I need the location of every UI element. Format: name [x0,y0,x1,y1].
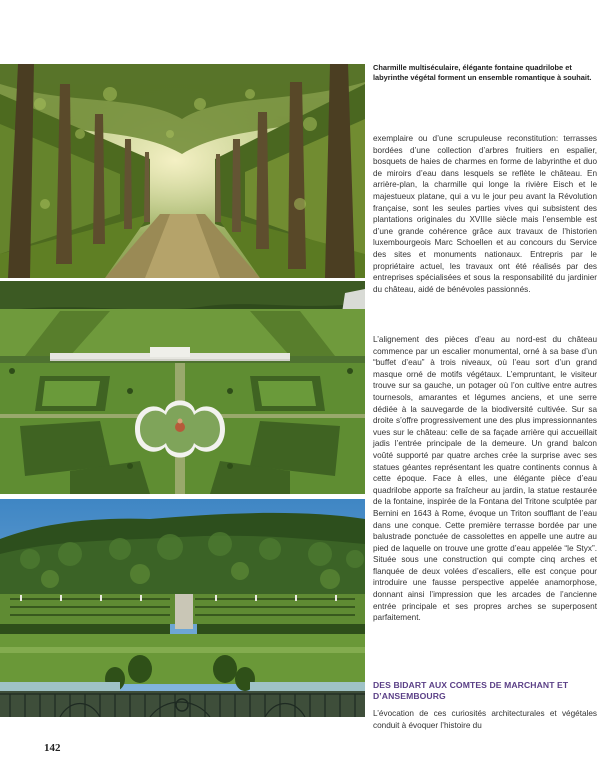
page-number: 142 [44,742,61,754]
photo-charmille-allee [0,64,365,278]
photo-caption: Charmille multiséculaire, élégante fontaine quadrilobe et labyrinthe végétal forment un ensemble romantique à souhait. [373,63,592,82]
section-heading: DES BIDART AUX COMTES DE MARCHANT ET D’ANSEMBOURG [373,680,569,701]
body-paragraph: L’évocation de ces curiosités architecturales et végétales conduit à évoquer l’histoire du [373,709,597,730]
photo-parterre-fountain [0,281,365,494]
body-paragraph: exemplaire ou d’une scrupuleuse reconstitution: terrasses bordées d’une collection d’arbres fruitiers en espalier, bosquets de haies de charmes en forme de labyrinthe et duo de miroirs d’eau dans lesquels se reflète le château. En arrière-plan, la charmille qui longe la rivière Eisch et le majestueux platane, qui a vu le jour peu avant la Révolution française, sont les seules parties vives qui subsistent des plantations originales du XVIIIe siècle mais l’ensemble est d’une grande cohérence grâce aux travaux de l’historien luxembourgeois Marc Schoellen et au concours du Service des sites et monuments nationaux. Entrepris par le propriétaire actuel, les travaux ont été réalisés par des entreprises spécialisées et sous la responsabilité du jardinier du château, aidé de bénévoles passionnés. [373,134,597,294]
body-paragraph: L’alignement des pièces d’eau au nord-est du château commence par un escalier monumental, orné à sa base d’un “buffet d’eau” à trois niveaux, où l’eau sort d’un grand masque orné de motifs végétaux. L’empruntant, le visiteur trouve sur sa gauche, un potager où l’on cultive entre autres tournesols, amarantes et légumes anciens, et une serre dédiée à la sauvegarde de la biodiversité cultivée. Sur sa droite s’offre progressivement une des plus impressionnantes vues sur le château: celle de sa façade arrière qui accueillait jadis l’entrée principale de la demeure. Un grand balcon voûté supporté par quatre arches crée la surprise avec ses statues géantes représentant les quatre continents connus à cette époque. Face à elles, une élégante pièce d’eau quadrilobe apporte sa fraîcheur au jardin, la statue restaurée de la fontaine, inspirée de la Fontana del Tritone sculptée par Bernini en 1643 à Rome, évoque un Triton soufflant de l’eau dans une conque. Cette première terrasse bordée par une balustrade ponctuée de cassolettes en appelle une autre au pied de laquelle on trouve une grotte d’eau appelée “le Styx”. Située sous une construction qui compte cinq arches et flanquée de deux volées d’escaliers, elle est conçue pour introduire une fausse perspective appelée anamorphose, donnant ainsi l’impression que les arcades de l’ancienne entrée principale et ses propres arches se superposent parfaitement. [373,335,597,623]
photo-garden-valley [0,499,365,717]
